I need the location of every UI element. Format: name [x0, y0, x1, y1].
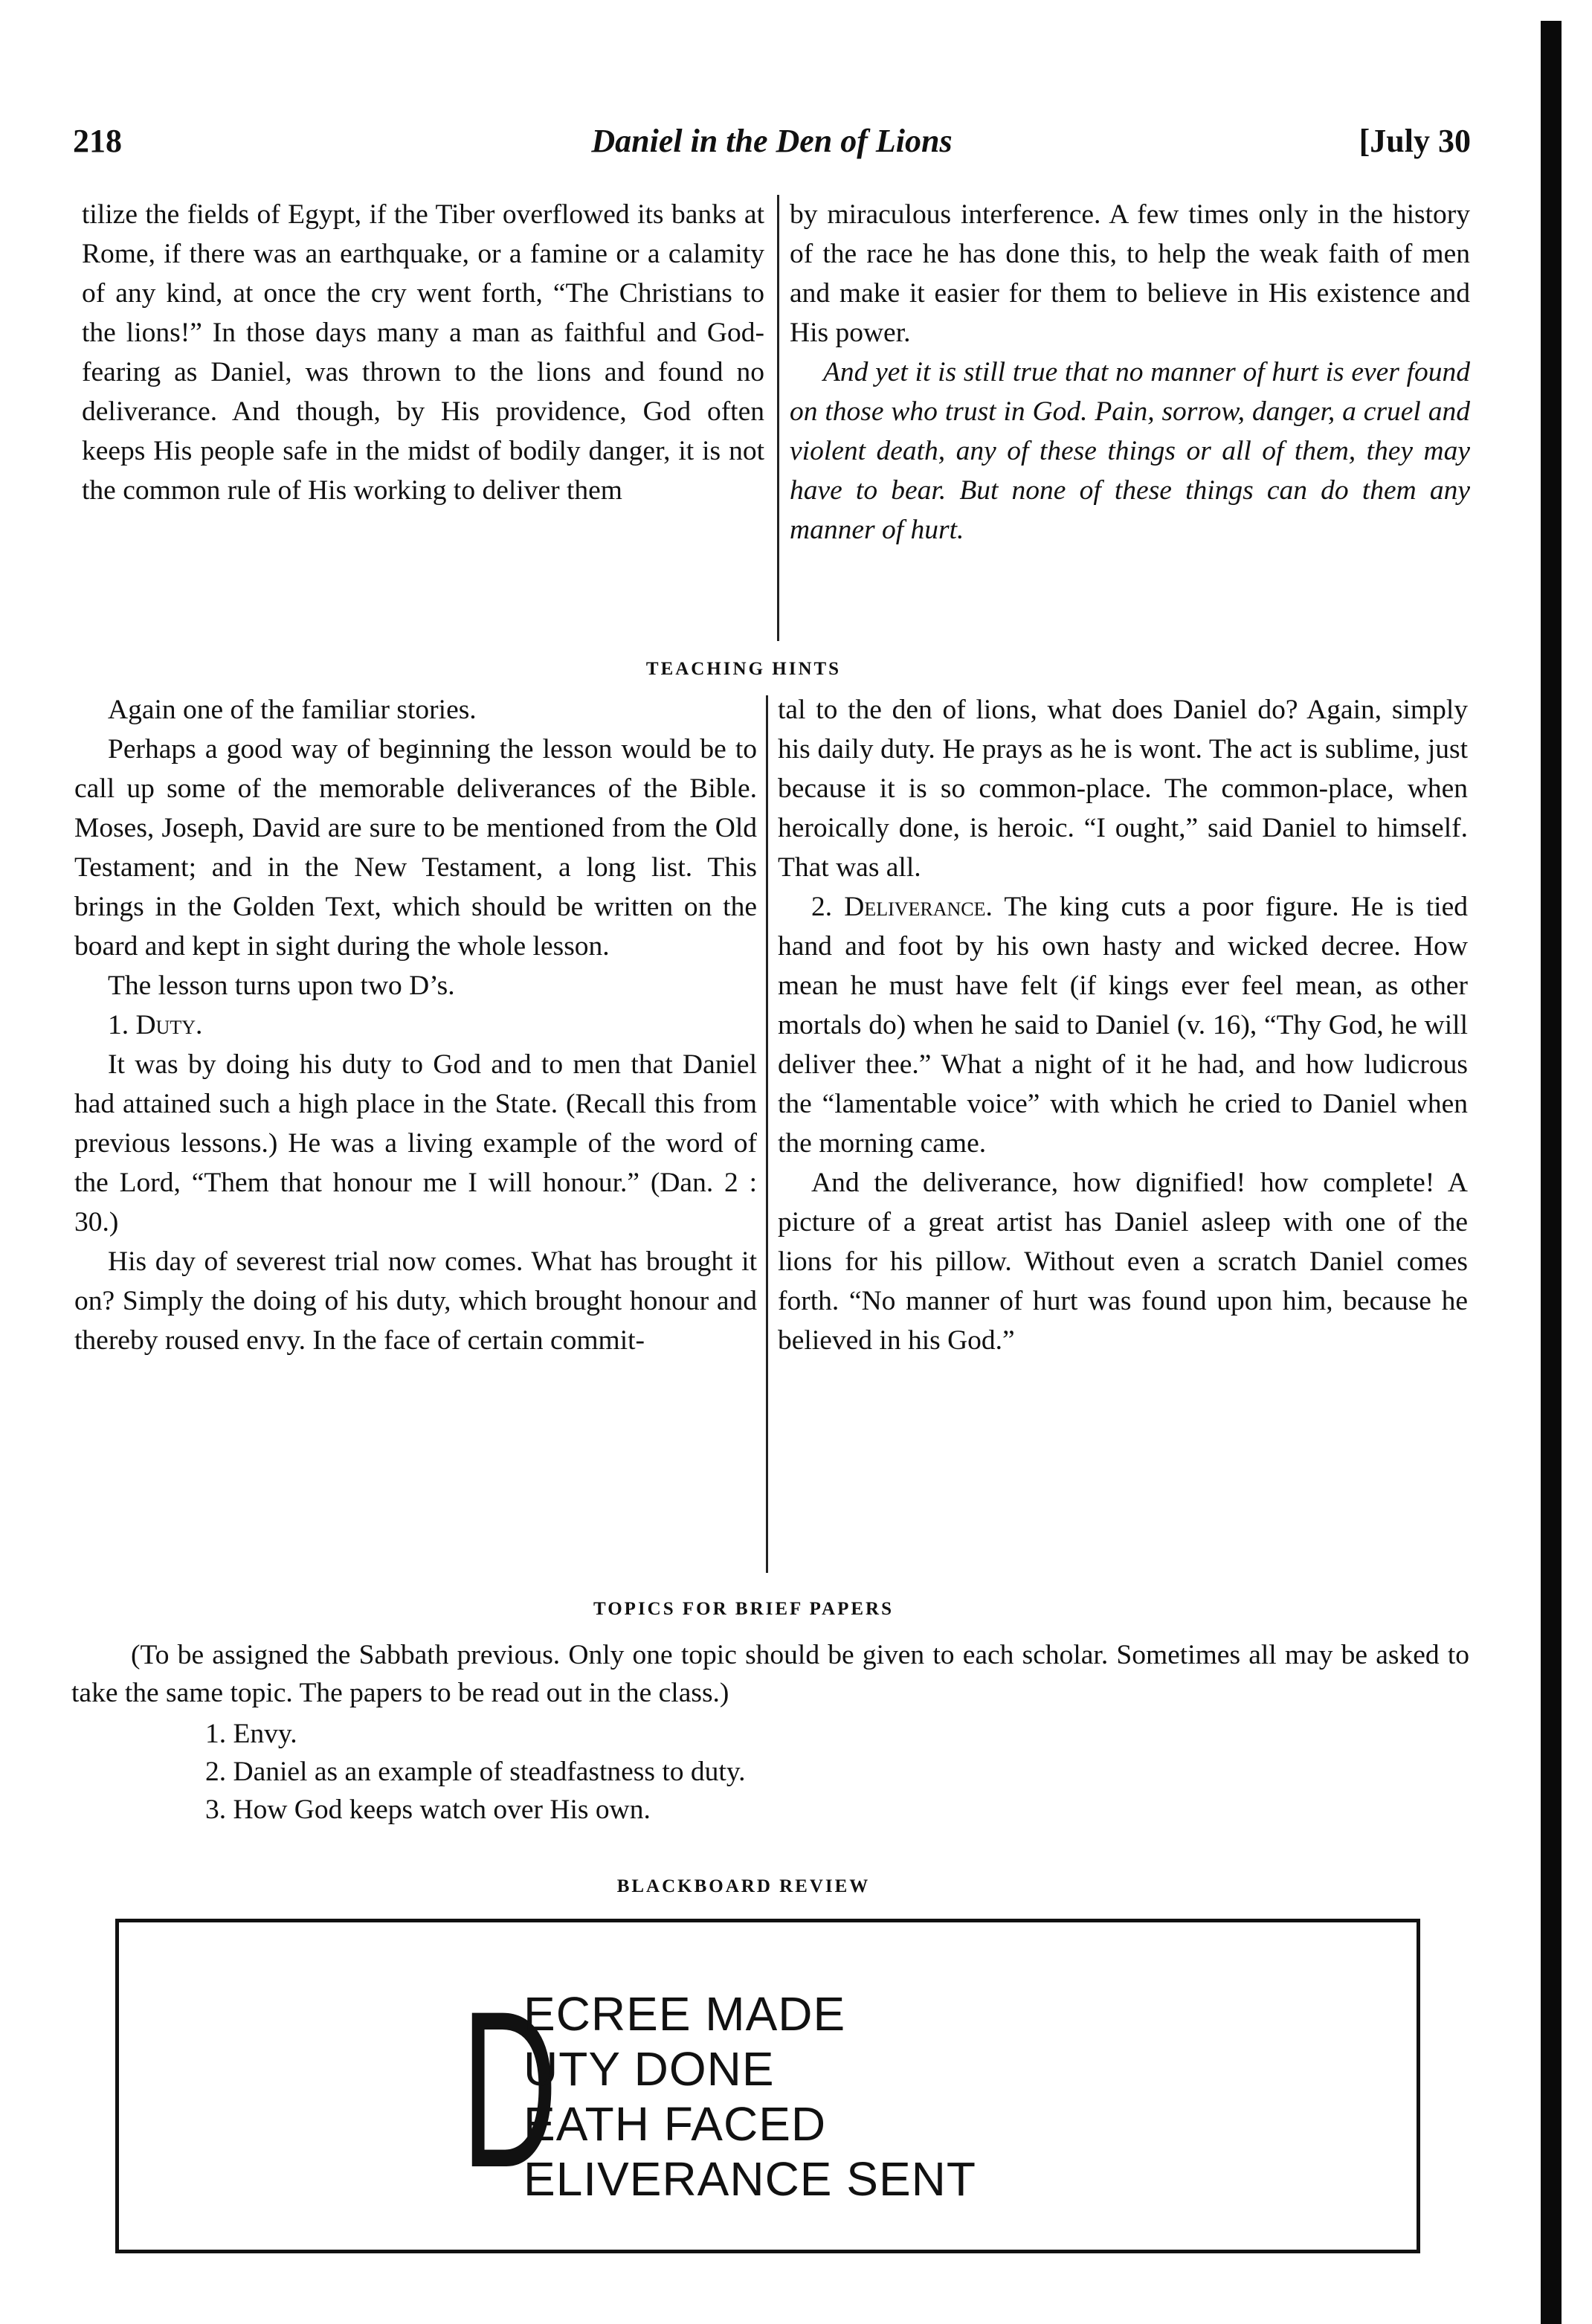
issue-date: [July 30	[1359, 123, 1471, 159]
paragraph: by miraculous interference. A few times only in the history of the race he has done this, to help the weak faith of men and make it easier for them to believe in His existence and His power.	[790, 199, 1470, 348]
paragraph: And yet it is still true that no manner of hurt is ever found on those who trust in God. Pain, sorrow, danger, a cruel and violent death, any of these things or all of them, they may have to bear. But none of these things can do them any manner of hurt.	[790, 357, 1470, 545]
teaching-hints-left-column	[74, 690, 757, 1360]
running-header	[73, 118, 1471, 171]
page-number: 218	[73, 123, 122, 159]
subheading-duty	[74, 1005, 757, 1045]
blackboard-line: ECREE MADE	[523, 1987, 846, 2041]
blackboard-line: ELIVERANCE SENT	[523, 2152, 976, 2206]
column-divider-top	[777, 195, 779, 641]
top-left-column	[82, 195, 764, 510]
blackboard-heading: BLACKBOARD REVIEW	[616, 1876, 871, 1896]
teaching-hints-heading: TEACHING HINTS	[645, 659, 842, 679]
paragraph-text: The king cuts a poor figure. He is tied hand and foot by his own hasty and wicked decree. How mean he must have felt (if kings ever feel mean, as other mortals do) when he said to Daniel (v. 16), “Thy God, he will deliver thee.” What a night of it he had, and how ludicrous the “lamentable voice” with which he cried to Daniel when the morning came.	[778, 892, 1468, 1159]
paragraph: Perhaps a good way of beginning the lesson would be to call up some of the memorable deliverances of the Bible. Moses, Joseph, David are sure to be mentioned from the Old Testament; and in the New Testament, a long list. This brings in the Golden Text, which should be written on the board and kept in sight during the whole lesson.	[74, 734, 757, 962]
topics-heading: TOPICS FOR BRIEF PAPERS	[593, 1599, 894, 1619]
continued-paragraph: tilize the fields of Egypt, if the Tiber overflowed its banks at Rome, if there was an earthquake, or a famine or a calamity of any kind, at once the cry went forth, “The Christians to the lions!” In those days many a man as faithful and God-fearing as Daniel, was thrown to the lions and found no deliverance. And though, by His providence, God often keeps His people safe in the midst of bodily danger, it is not the common rule of His working to deliver them	[82, 199, 764, 506]
paragraph: His day of severest trial now comes. What has brought it on? Simply the doing of his duty, which brought honour and thereby roused envy. In the face of certain commit-	[74, 1246, 757, 1356]
top-right-column	[790, 195, 1470, 550]
paragraph: tal to the den of lions, what does Daniel do? Again, simply his daily duty. He prays as he is wont. The act is sublime, just because it is so common-place. The common-place, when heroically done, is heroic. “I ought,” said Daniel to himself. That was all.	[778, 695, 1468, 883]
topic-item: 2. Daniel as an example of steadfastness to duty.	[205, 1757, 746, 1787]
teaching-hints-right-column	[778, 690, 1468, 1360]
blackboard-review-box	[115, 1919, 1420, 2253]
paragraph: Again one of the familiar stories.	[108, 695, 477, 725]
subheading-deliverance	[778, 887, 1468, 1163]
topics-section	[71, 1636, 1469, 1829]
blackboard-line: UTY DONE	[523, 2042, 775, 2096]
topics-intro: (To be assigned the Sabbath previous. Only one topic should be given to each scholar. Sometimes all may be asked to take the same topic. The papers to be read out in the class.)	[71, 1640, 1469, 1708]
large-initial-letter: D	[461, 1964, 558, 2214]
subheading-number: 1.	[108, 1010, 129, 1040]
blackboard-line: EATH FACED	[523, 2097, 827, 2151]
paragraph: The lesson turns upon two D’s.	[108, 971, 455, 1001]
paragraph: And the deliverance, how dignified! how complete! A picture of a great artist has Daniel asleep with one of the lions for his pillow. Without even a scratch Daniel comes forth. “No manner of hurt was found upon him, because he believed in his God.”	[778, 1168, 1468, 1356]
subheading-label: Duty.	[135, 1010, 203, 1040]
topic-item: 1. Envy.	[205, 1719, 297, 1749]
topics-list	[71, 1715, 1469, 1829]
blackboard-lines	[523, 1986, 976, 2206]
column-divider-hints	[766, 695, 768, 1573]
page-edge-shadow	[1541, 21, 1562, 2324]
running-title: Daniel in the Den of Lions	[591, 123, 953, 159]
topic-item: 3. How God keeps watch over His own.	[205, 1794, 651, 1825]
subheading-label: Deliverance.	[844, 892, 993, 922]
paragraph: It was by doing his duty to God and to men that Daniel had attained such a high place in the State. (Recall this from previous lessons.) He was a living example of the word of the Lord, “Them that honour me I will honour.” (Dan. 2 : 30.)	[74, 1049, 757, 1237]
subheading-number: 2.	[811, 892, 833, 922]
